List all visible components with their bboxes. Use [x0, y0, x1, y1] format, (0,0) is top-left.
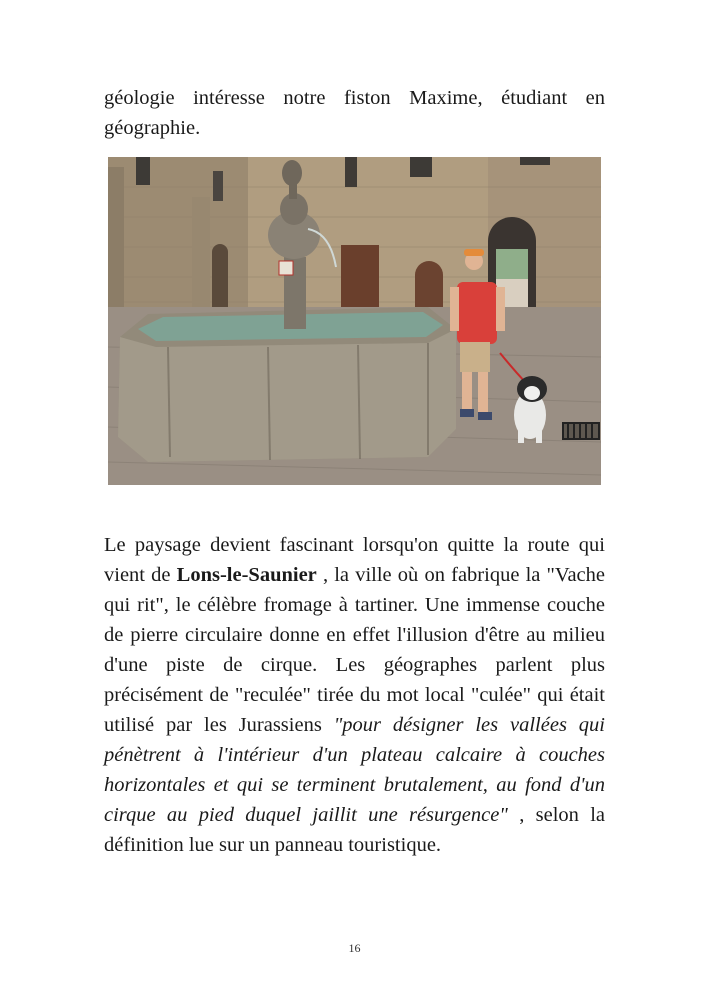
fountain-photo — [108, 157, 601, 485]
paragraph-main-part3: , selon la définition lue sur un panneau touristique. — [104, 804, 605, 856]
paragraph-main-part2: , la ville où on fabrique la "Vache qui rit", le célèbre fromage à tartiner. Une immense couche de pierre circulaire donne en effet l'illusion d'être au milieu d'une piste de cirque. Les géographes parlent plus précisément de "reculée" tirée du mot local "culée" qui était utilisé par les Jurassiens — [104, 564, 605, 736]
paragraph-top — [104, 83, 605, 143]
paragraph-main-part1: Le paysage devient fascinant lorsqu'on quitte la route qui vient de — [104, 534, 605, 586]
place-name-lons-le-saunier: Lons-le-Saunier — [176, 564, 317, 586]
paragraph-main — [104, 530, 605, 860]
page-number: 16 — [348, 941, 361, 955]
paragraph-top-text: géologie intéresse notre fiston Maxime, étudiant en géographie. — [104, 87, 605, 139]
reculee-definition-quote: "pour désigner les vallées qui pénètrent à l'intérieur d'un plateau calcaire à couches horizontales et qui se terminent brutalement, au fond d'un cirque au pied duquel jaillit une résurgence" — [104, 714, 605, 826]
